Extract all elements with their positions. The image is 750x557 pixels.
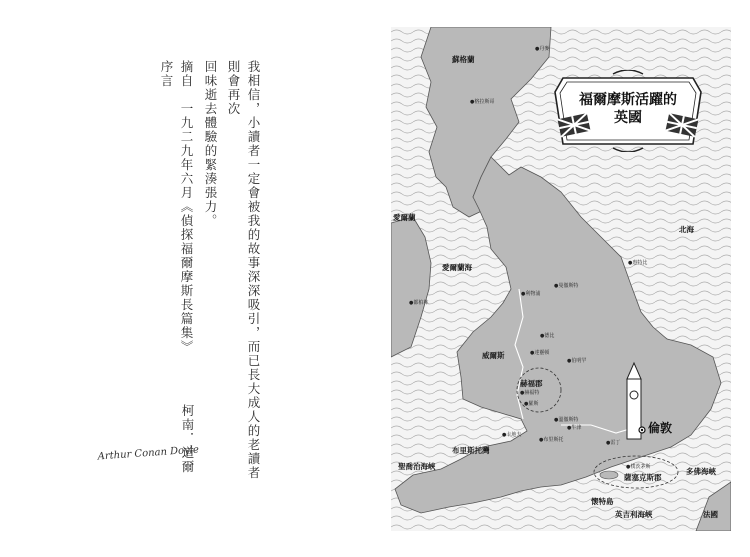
city-dublin: ●都柏林 — [409, 300, 429, 306]
label-north-sea: 北海 — [679, 225, 694, 234]
map-title-badge — [553, 70, 703, 152]
city-cardiff: ●卡地夫 — [502, 432, 522, 438]
preface-author: 柯南．道爾 — [180, 404, 195, 474]
city-reading: ●雷丁 — [606, 440, 621, 446]
city-darlington: ●達靈頓 — [530, 350, 550, 356]
label-herefordshire: 赫福郡 — [520, 379, 543, 388]
preface-line-1: 我相信，小讀者一定會被我的故事深深吸引，而已長大成人的老讀者則會再次 — [226, 60, 261, 480]
label-scotland: 蘇格蘭 — [452, 55, 475, 64]
label-irish-sea: 愛爾蘭海 — [442, 263, 472, 272]
city-glasgow: ●格拉斯哥 — [470, 99, 495, 105]
city-oxford: ●牛津 — [567, 425, 582, 431]
label-dover-strait: 多佛海峽 — [686, 467, 716, 476]
city-bristol: ●布里斯托 — [539, 437, 564, 443]
map-title-line-1: 福爾摩斯活躍的 — [579, 92, 677, 108]
city-ross: ●羅斯 — [524, 401, 539, 407]
city-hereford: ●赫福特 — [520, 390, 540, 396]
label-wales: 威爾斯 — [482, 351, 505, 360]
big-ben-clock — [630, 391, 638, 399]
map-title-line-2: 英國 — [614, 110, 642, 126]
label-france: 法國 — [703, 510, 718, 519]
london-marker-dot — [641, 429, 643, 431]
preface-source: 摘自 一九二九年六月《偵探福爾摩斯長篇集》序言 — [159, 60, 194, 354]
city-derby: ●德比 — [540, 333, 555, 339]
city-winchester: ●溫徹斯特 — [554, 417, 579, 423]
label-ireland: 愛爾蘭 — [393, 213, 416, 222]
author-signature: Arthur Conan Doyle — [97, 444, 200, 463]
label-sussex: 薩塞克斯郡 — [624, 473, 662, 482]
label-st-georges-channel: 聖喬治海峽 — [398, 462, 436, 471]
label-bristol-channel: 布里斯托灣 — [452, 446, 490, 455]
city-birmingham: ●伯明罕 — [567, 358, 587, 364]
city-portsmouth: ●樸茨茅斯 — [626, 464, 651, 470]
preface-line-2: 回味逝去體驗的緊湊張力。 — [203, 60, 218, 228]
city-london: 倫敦 — [648, 421, 673, 435]
city-manchester: ●曼徹斯特 — [554, 283, 579, 289]
isle-of-wight — [600, 471, 618, 479]
label-english-channel: 英吉利海峽 — [615, 510, 653, 519]
city-whitby: ●惠特比 — [628, 260, 648, 266]
city-liverpool: ●利物浦 — [521, 291, 541, 297]
city-danish: ●丹麥 — [535, 46, 550, 52]
label-isle-of-wight: 懷特島 — [591, 497, 614, 506]
